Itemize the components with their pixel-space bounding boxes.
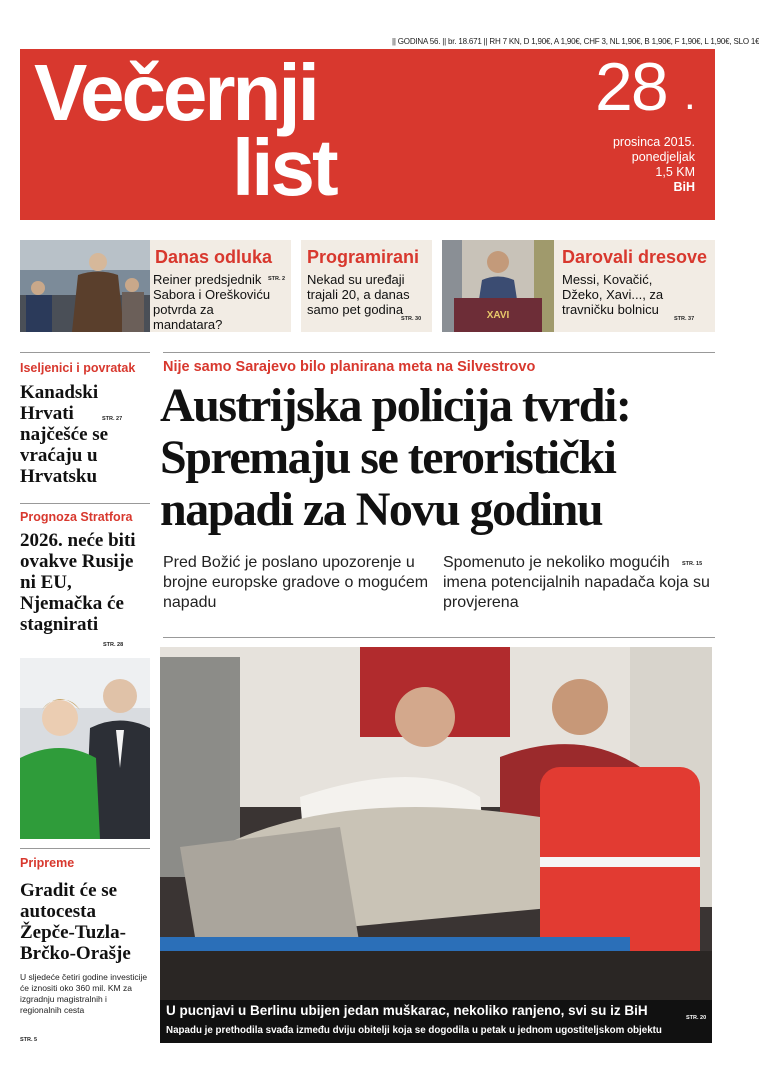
shirt-name-text: XAVI bbox=[486, 310, 510, 321]
sidebar-2-kicker: Prognoza Stratfora bbox=[20, 510, 133, 524]
main-kicker: Nije samo Sarajevo bilo planirana meta na Silvestrovo bbox=[163, 359, 536, 375]
main-photo-ambulance[interactable] bbox=[160, 647, 712, 1040]
caption-subtext: Napadu je prethodila svađa između dviju obitelji koja se dogodila u petak u jednom ugostiteljskom objektu bbox=[166, 1025, 662, 1036]
sidebar-1-page: STR. 27 bbox=[102, 416, 123, 422]
teaser-2-text: Nekad su uređaji trajali 20, a danas samo pet godina bbox=[307, 272, 410, 317]
teaser-3-title: Darovali dresove bbox=[562, 247, 708, 267]
teaser-1-title: Danas odluka bbox=[155, 247, 273, 267]
date-day-dot: . bbox=[684, 71, 696, 118]
divider bbox=[20, 848, 150, 849]
issue-info-line: || GODINA 56. || br. 18.671 || RH 7 KN, D 1,90€, A 1,90€, CHF 3, NL 1,90€, B 1,90€, F 1,90€, L 1,90€, SLO 1€ bbox=[392, 37, 759, 46]
teaser-3-text: Messi, Kovačić, Džeko, Xavi..., za travničku bolnicu bbox=[562, 272, 664, 317]
sidebar-3-page: STR. 5 bbox=[20, 1037, 38, 1043]
edition: BiH bbox=[673, 180, 695, 194]
sidebar-3-headline[interactable]: Gradit će se autocesta Žepče-Tuzla-Brčko-Orašje bbox=[20, 880, 131, 964]
sidebar-2-page: STR. 28 bbox=[103, 642, 124, 648]
deck-right: Spomenuto je nekoliko mogućih imena potencijalnih napadača koja su provjerena bbox=[443, 554, 710, 611]
date-day: 28 bbox=[595, 49, 667, 125]
masthead bbox=[20, 49, 715, 220]
sidebar-2-headline[interactable]: 2026. neće biti ovakve Rusije ni EU, Njemačka će stagnirati bbox=[20, 530, 136, 635]
teaser-2-page: STR. 30 bbox=[401, 316, 422, 322]
sidebar-1-kicker: Iseljenici i povratak bbox=[20, 361, 136, 375]
teaser-box-1[interactable] bbox=[150, 240, 291, 332]
divider bbox=[163, 352, 715, 353]
teaser-box-2[interactable] bbox=[301, 240, 432, 332]
logo-line-2: list bbox=[232, 123, 336, 212]
divider bbox=[20, 503, 150, 504]
sidebar-3-kicker: Pripreme bbox=[20, 856, 75, 870]
photo-caption bbox=[160, 1000, 712, 1043]
divider bbox=[20, 352, 150, 353]
sidebar-3-text: U sljedeće četiri godine investicije će iznositi oko 360 mil. KM za izgradnju magistralnih i regionalnih cesta bbox=[20, 972, 148, 1015]
date-weekday: ponedjeljak bbox=[631, 150, 695, 164]
teaser-1-page: STR. 2 bbox=[268, 276, 286, 282]
sidebar-1-headline[interactable]: Kanadski Hrvati najčešće se vraćaju u Hrvatsku bbox=[20, 382, 109, 487]
caption-page: STR. 20 bbox=[686, 1015, 707, 1021]
logo-line-1: Večernji bbox=[34, 48, 317, 137]
date-month-year: prosinca 2015. bbox=[612, 135, 695, 149]
teaser-photo-jerseys[interactable] bbox=[442, 240, 554, 332]
teaser-3-page: STR. 37 bbox=[674, 316, 695, 322]
deck-page: STR. 15 bbox=[682, 561, 703, 567]
divider bbox=[163, 637, 715, 638]
price: 1,5 KM bbox=[655, 165, 695, 179]
caption-headline[interactable]: U pucnjavi u Berlinu ubijen jedan muškarac, nekoliko ranjeno, svi su iz BiH bbox=[166, 1003, 648, 1018]
sidebar-photo-leaders[interactable] bbox=[20, 658, 150, 839]
teaser-2-title: Programirani bbox=[307, 247, 420, 267]
teaser-1-text: Reiner predsjednik Sabora i Oreškoviću potvrda za mandatara? bbox=[153, 272, 271, 332]
deck-left: Pred Božić je poslano upozorenje u brojne europske gradove o mogućem napadu bbox=[163, 554, 429, 611]
teaser-box-3[interactable] bbox=[554, 240, 715, 332]
main-headline[interactable]: Austrijska policija tvrdi: Spremaju se teroristički napadi za Novu godinu bbox=[160, 379, 631, 536]
teaser-photo-parliament[interactable] bbox=[20, 240, 150, 332]
